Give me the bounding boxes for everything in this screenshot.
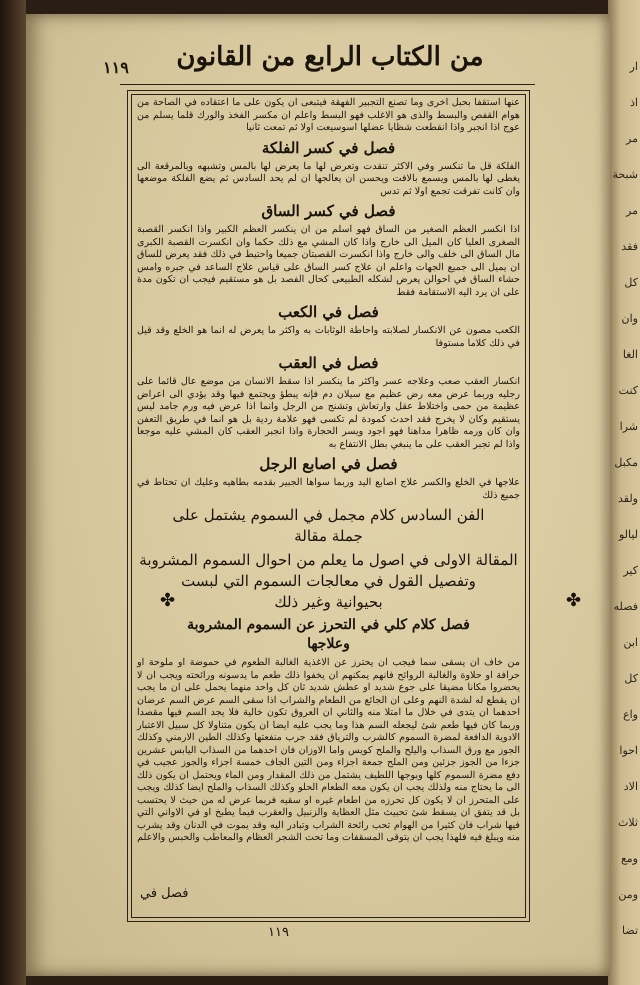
- adjacent-page-text: اذ: [630, 96, 638, 109]
- adjacent-page-text: واع: [623, 708, 638, 721]
- paragraph: الكعب مصون عن الانكسار لصلابته واحاطة الوثابات به واكثر ما يعرض له انما هو الخلع وقد قيل في ذلك كلاما مستوفا: [137, 325, 520, 349]
- section-heading: فصل في كسر الفلكة: [261, 138, 396, 157]
- section-heading: [137, 616, 520, 654]
- adjacent-page-text: كير: [623, 564, 638, 577]
- adjacent-page-text: ولقد: [617, 492, 638, 505]
- adjacent-page-text: كنت: [618, 384, 638, 397]
- adjacent-page-text: ثلاث: [618, 816, 638, 829]
- adjacent-page-text: ار: [629, 60, 638, 73]
- adjacent-page-text: مكبل: [614, 456, 638, 469]
- header-rule: [120, 84, 535, 85]
- adjacent-page-text: ليالو: [618, 528, 638, 541]
- ornament-right-icon: ✤: [566, 590, 582, 611]
- adjacent-page-text: ومن: [618, 888, 638, 901]
- fann-title-line: الفن السادس كلام مجمل في السموم يشتمل على: [172, 506, 485, 524]
- adjacent-page-text: شرا: [619, 420, 638, 433]
- adjacent-page-text: الاد: [623, 780, 638, 793]
- paragraph: علاجها في الخلع والكسر علاج اصابع اليد وربما سواها الجبير بقدمه بطاهيه وعليك ان تحتاط في جميع ذلك: [137, 477, 520, 501]
- folio-number-top: ١١٩: [103, 58, 129, 77]
- adjacent-page-text: احوا: [619, 744, 638, 757]
- paragraph: اذا انكسر العظم الصغير من الساق فهو اسلم من ان ينكسر العظم الكبير واذا انكسر القصبة الصغرى العليا كان الميل الى خارج واذا كان المشي مع ذلك حكما وان انكسرت القصبة الكبرى مال الساق الى خلف والى خارج واذا انكسرت القصبتان جميعا واحتيط في ذلك فقد يعرض للساق ان يميل الى جميع الجهات واعلم ان علاج كسر الساق على قياس علاج الساعد في جبره وامس حشاء الساق في احوالن يعرض لشكله الطبيعى كحال الفصد بل هو مستقيم فيجب ان تكون مدة على ان يرد اليه الاستقامة فقط: [137, 224, 520, 298]
- paragraph: عنها استقفا بحبل اخرى وما تصنع التجبير الفهقة فيتبعى ان يكون على ما اعتقاده في الصاحة من هوام القفص والبسط والذى هو الاغلب فهو البسط واعلم ان مكسر الفخذ والورك قلما يسلم من عوج اذا انجبر واذا انقطعت شظايا عضلها اسوسيعت اولا ثم تمعت ثانيا: [137, 97, 520, 133]
- section-heading: فصل في الكعب: [278, 303, 379, 321]
- adjacent-page-edge: [608, 0, 640, 985]
- book-spine-edge: [0, 0, 26, 985]
- section-heading: فصل في العقب: [278, 354, 379, 372]
- paragraph: من خاف ان يسقى سما فيجب ان يحترز عن الاغذية الغالبة الطعوم في حموضة او ملوحة او حرافة او حلاوة والغالبة الروائح فانهم يمكنهم ان يخفوا ذلك طعم ما يدسونه ورائحته ويجب ان لا يحضروا مكانا مضيقا على جوع شديد او عطش شديد ثان كل واحد منهما يحمل على ان ما يجب ان يقطع له لشدة النهم وعلى ان الجائع من الطعام والشراب اذا سقى السم عرض السم عرضان احدهما ان يتدى في خلال ما امتلا منه والثاني ان العروق تكون خالية فلا يجد السم فيها مقصدا وربما كان فيها طعم شئ ليجعله السم هذا وما يجب عليه ايضا ان يكون متناولا كل سبيل الاعتبار الادوية الدافعة لمضرة السموم كالشرب والترياق فقد جرب منفعتها وكذلك الطين الارمني وكذلك الجوز مع ورق السذاب واليلح والملح كويس واما الاوزان فان احدهما من السذاب اليابس عشرين جزءا من الجوز جزئين ومن الملح جمعة اجزاء ومن التين الجاف خمسة اجزاء والجوز عجيب في دفع مضرة السموم كلها وبوجها اللطيف يشتمل من ذلك المقدار ومن الماء ويحتمل ان يكون ذلك الى ما يحتاج منه ولذلك يجب ان يكون معه الطعام الحلو وكذلك السذاب والملح ايضا كذلك ويجب على المتحرز ان لا يكون كل تحرزه من اطعام غيره او سقيه فربما عرض له من حيث لا يحتسب بل قد يتفق ان يسقط شئ تحبيث مثل العظاية والزنبيل والعقرب فيما يطبخ او في الاواني التي فيها شراب فان كثيرا من الهوام تحب رائحة الشراب وتبادر اليه وقد يموت في الدنان وقد يشرب منه ويبلغ فيه فلهذا يجب ان يتوقى المسقفات وما تحت الشجر العظام والمعاطب والحبس والاعلم: [137, 657, 520, 843]
- adjacent-page-text: ابن: [623, 636, 638, 649]
- text-column: [137, 97, 520, 847]
- adjacent-page-text: شبحة: [612, 168, 638, 181]
- folio-number-bottom: ١١٩: [268, 925, 289, 940]
- maqala-title: [137, 550, 520, 613]
- adjacent-page-text: كل: [624, 672, 638, 685]
- maqala-title-line: بحيوانية وغير ذلك: [274, 593, 383, 611]
- paragraph: الفلكة قل ما تنكسر وفي الاكثر تنقدت وتعرض لها ما يعرض لها بالمس وتشبهه وبالمرقعة الى يغطى لها بالمس ويسمع بالافت ويحسن ان يعالجها ان لم يحد السادس ثم يضع الفلكة موضعها وان كانت تفرقت تجمع اولا ثم تدس: [137, 160, 520, 197]
- section-heading-line: وعلاجها: [307, 636, 350, 652]
- running-title: من الكتاب الرابع من القانون: [176, 42, 484, 72]
- section-heading: فصل في كسر الساق: [261, 202, 396, 220]
- catchword: فصل في: [140, 886, 189, 901]
- ornament-left-icon: ✤: [160, 590, 176, 611]
- paragraph: انكسار العقب صعب وعلاجه عسر واكثر ما ينكسر اذا سقط الانسان من موضع عال قائما على رجليه وربما عرض معه رض عظيم مع سيلان دم فإنه يبطؤ ويجتمع فيها وقد يؤدي الى اعراض عظيمة من حمى واختلاط عقل وارتعاش وتشنج من الرجل وانما اذا عرض فيه ورم جامد ليس يستقيم وكان لا يخرج فقد احدث كمودة لم تكسى فهو علامة ردية بل هو انما في طريق التعفن وان كان ورمه ظاهرا مداهنا فهو اجود ويسر الحجارة واذا انجبر العقب كان المشي عليه موجعا واذا لم تجبر العقب على ما ينبغي بطل الانتفاع به: [137, 376, 520, 450]
- adjacent-page-text: وان: [621, 312, 638, 325]
- maqala-title-line: وتفصيل القول في معالجات السموم التي لبست: [181, 572, 476, 590]
- adjacent-page-text: الغا: [622, 348, 638, 361]
- adjacent-page-text: مر: [626, 132, 638, 145]
- fann-title-line: جملة مقالة: [294, 527, 363, 545]
- adjacent-page-text: فصله: [613, 600, 638, 613]
- adjacent-page-text: تضا: [622, 924, 638, 937]
- section-heading: فصل في اصابع الرجل: [259, 455, 398, 473]
- adjacent-page-text: ومع: [620, 852, 638, 865]
- maqala-title-line: المقالة الاولى في اصول ما يعلم من احوال السموم المشروبة: [139, 551, 518, 569]
- adjacent-page-text: فقد: [621, 240, 638, 253]
- adjacent-page-text: مر: [626, 204, 638, 217]
- adjacent-page-text: كل: [624, 276, 638, 289]
- fann-title: [137, 505, 520, 547]
- section-heading-line: فصل كلام كلي في التحرز عن السموم المشروبة: [187, 617, 470, 633]
